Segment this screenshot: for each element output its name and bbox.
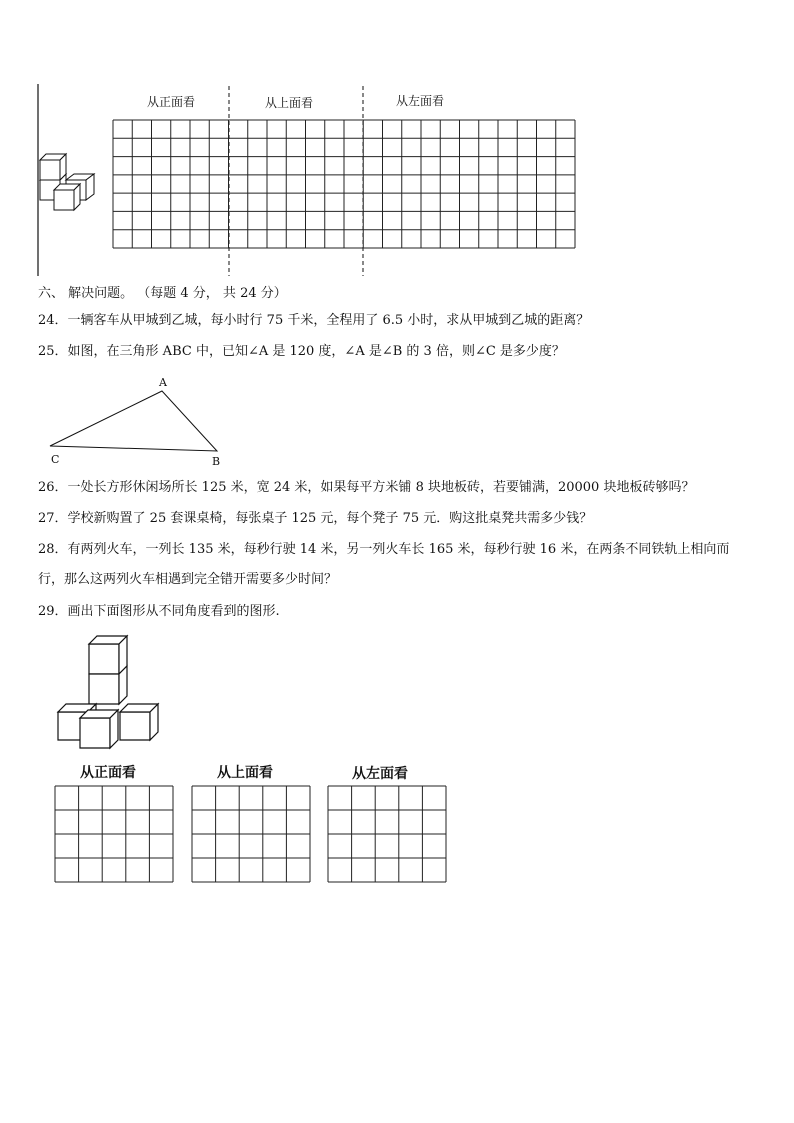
question-28-continued: 行，那么这两列火车相遇到完全错开需要多少时间？ <box>38 572 338 587</box>
question-number: 26． <box>38 480 68 495</box>
question-text: 一辆客车从甲城到乙城，每小时行 75 千米，全程用了 6.5 小时，求从甲城到乙城的距离？ <box>67 313 590 328</box>
view-label-left: 从左面看 <box>396 94 445 108</box>
view-label-left-bottom: 从左面看 <box>352 766 408 782</box>
question-text: 如图，在三角形 ABC 中，已知∠A 是 120 度，∠A 是∠B 的 3 倍，则∠C 是多少度？ <box>67 344 565 359</box>
view-label-top-bottom: 从上面看 <box>217 765 273 781</box>
vertex-a-label: A <box>159 376 167 389</box>
grid-front-view[interactable] <box>55 786 173 882</box>
question-number: 27． <box>38 511 68 526</box>
question-number: 28． <box>38 542 68 557</box>
question-number: 25． <box>38 344 68 359</box>
grid-top-view[interactable] <box>192 786 310 882</box>
section-heading: 六、 解决问题。 （每题 4 分， 共 24 分） <box>38 286 287 301</box>
view-label-top: 从上面看 <box>265 96 314 110</box>
question-number: 24． <box>38 313 68 328</box>
question-text: 学校新购置了 25 套课桌椅，每张桌子 125 元，每个凳子 75 元．购这批桌凳共需多少钱？ <box>67 511 593 526</box>
question-text: 画出下面图形从不同角度看到的图形. <box>67 604 280 619</box>
question-text: 有两列火车，一列长 135 米，每秒行驶 14 米，另一列火车长 165 米，每秒行驶 16 米，在两条不同铁轨上相向而 <box>67 542 730 557</box>
view-label-front: 从正面看 <box>147 95 196 109</box>
question-number: 29． <box>38 604 68 619</box>
vertex-b-label: B <box>212 455 221 468</box>
vertex-c-label: C <box>51 453 60 466</box>
view-label-front-bottom: 从正面看 <box>80 765 136 781</box>
question-text: 一处长方形休闲场所长 125 米，宽 24 米，如果每平方米铺 8 块地板砖，若要铺满，20000 块地板砖够吗？ <box>67 480 695 495</box>
grid-left-view[interactable] <box>328 786 446 882</box>
